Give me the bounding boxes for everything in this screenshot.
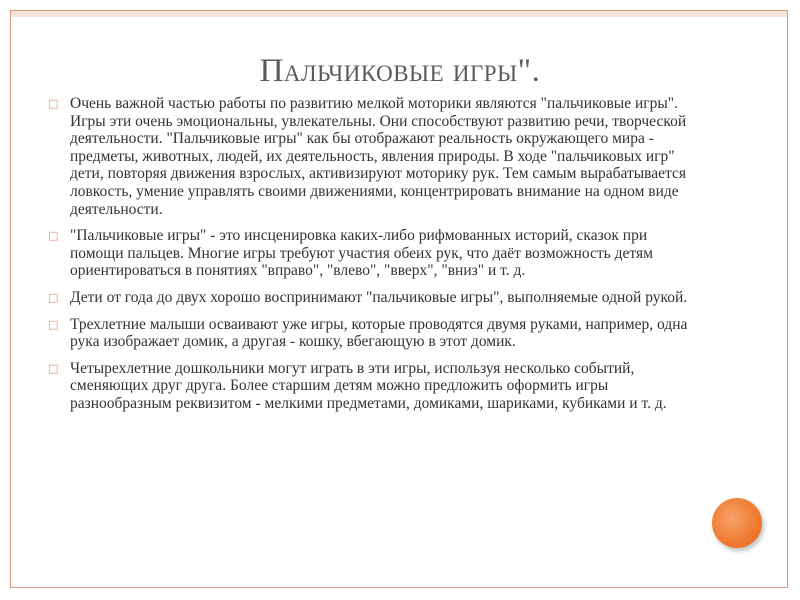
list-item xyxy=(48,360,698,413)
list-item xyxy=(48,95,698,218)
bullet-list xyxy=(48,95,698,422)
square-bullet-icon: □ xyxy=(48,290,59,304)
paragraph-text: Трехлетние малыши осваивают уже игры, которые проводятся двумя руками, например, одна рука изображает домик, а другая - кошку, вбегающую в этот домик. xyxy=(70,315,688,351)
list-item xyxy=(48,316,698,351)
square-bullet-icon: □ xyxy=(48,361,59,375)
slide-title: Пальчиковые игры". xyxy=(259,53,541,89)
paragraph-text: "Пальчиковые игры" - это инсценировка каких-либо рифмованных историй, сказок при помощи пальцев. Многие игры требуют участия обеих рук, что даёт возможность детям ориентироваться в понятиях "вправо", "влево", "вверх", "вниз" и т. д. xyxy=(70,227,653,280)
list-item xyxy=(48,227,698,280)
slide-top-band xyxy=(11,11,787,17)
paragraph-text: Дети от года до двух хорошо воспринимают "пальчиковые игры", выполняемые одной рукой. xyxy=(70,288,688,306)
paragraph-text: Очень важной частью работы по развитию мелкой моторики являются "пальчиковые игры". Игры эти очень эмоциональны, увлекательны. Они способствуют развитию речи, творческой деятельности. "Пальчиковые игры" как бы отображают реальность окружающего мира - предметы, животных, людей, их деятельность, явления природы. В ходе "пальчиковых игр" дети, повторяя движения взрослых, активизируют моторику рук. Тем самым вырабатывается ловкость, умение управлять своими движениями, концентрировать внимание на одном виде деятельности. xyxy=(70,95,687,218)
square-bullet-icon: □ xyxy=(48,229,59,243)
decorative-orange-circle xyxy=(712,498,762,548)
list-item xyxy=(48,289,698,307)
square-bullet-icon: □ xyxy=(48,317,59,331)
square-bullet-icon: □ xyxy=(48,97,59,110)
paragraph-text: Четырехлетние дошкольники могут играть в эти игры, используя несколько событий, сменяющих друг друга. Более старшим детям можно предложить оформить игры разнообразным реквизитом - мелкими предметами, домиками, шариками, кубиками и т. д. xyxy=(70,359,667,412)
